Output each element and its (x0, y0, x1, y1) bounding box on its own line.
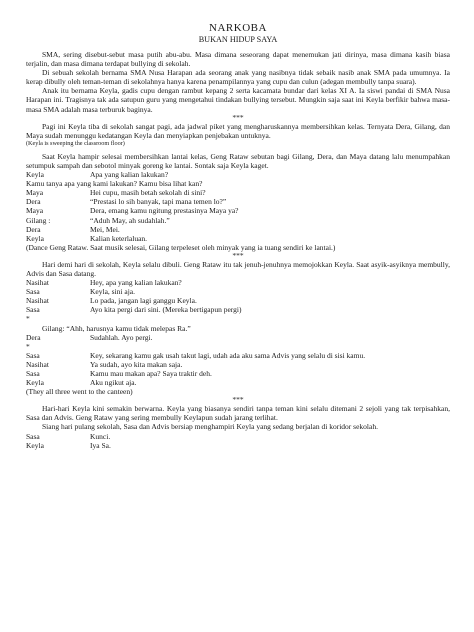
speaker: Maya (26, 188, 44, 198)
scene-paragraph: Hari-hari Keyla kini semakin berwarna. Keyla yang biasanya sendiri tanpa teman kini selalu ditemani 2 sejoli yang tak terpisahkan, Sasa dan Advis. Geng Rataw yang sering membully Keylapun sudah jarang terlihat. (26, 404, 450, 423)
dialog-block (26, 278, 450, 314)
dialog-block (26, 351, 450, 387)
scene-paragraph: Saat Keyla hampir selesai membersihkan lantai kelas, Geng Rataw sebutan bagi Gilang, Dera, dan Maya datang lalu menumpahkan setumpuk sampah dan sebotol minyak goreng ke lantai. Sontak saja Keyla kaget. (26, 151, 450, 170)
line-text: Ayo kita pergi dari sini. (Mereka bertigapun pergi) (90, 305, 242, 315)
speaker: Keyla (26, 233, 44, 243)
scene-paragraph: Pagi ini Keyla tiba di sekolah sangat pagi, ada jadwal piket yang mengharuskannya membersihkan kelas. Ternyata Dera, Gilang, dan Maya sudah menunggu kedatangan Keyla dan menyiapkan penjebakan untuknya. (26, 121, 450, 140)
doc-subtitle: BUKAN HIDUP SAYA (198, 35, 278, 44)
intro-paragraph: Di sebuah sekolah bernama SMA Nusa Harapan ada seorang anak yang nasibnya tidak sebaik nasib anak SMA pada umumnya. Ia kerap dibully oleh teman-teman di sekolahnya hanya karena penampilannya yang cupu dan culun (adegan membully tanpa suara). (26, 68, 450, 87)
speaker: Keyla (26, 170, 44, 180)
section-separator: *** (232, 112, 244, 122)
line-text: Dera, emang kamu ngitung prestasinya Maya ya? (90, 206, 239, 216)
speaker: Sasa (26, 287, 40, 297)
speaker: Nasihat (26, 296, 49, 306)
speaker: Nasihat (26, 359, 49, 369)
line-text: Mei, Mei. (90, 224, 120, 234)
dialog-line (26, 234, 450, 243)
speaker: Gilang : (26, 215, 51, 225)
stage-note: (Dance Geng Rataw. Saat musik selesai, Gilang terpeleset oleh minyak yang ia tuang sendiri ke lantai.) (26, 242, 336, 252)
dialog-line (26, 432, 450, 441)
line-text: Hei cupu, masih betah sekolah di sini? (90, 188, 206, 198)
stage-note: (They all three went to the canteen) (26, 387, 133, 397)
dialog-line (26, 378, 450, 387)
speaker: Maya (26, 206, 44, 216)
dialog-line (26, 441, 450, 450)
speaker: Sasa (26, 305, 40, 315)
dialog-line (26, 179, 450, 188)
dialog-line (26, 305, 450, 314)
intro-paragraph: SMA, sering disebut-sebut masa putih abu-abu. Masa dimana seseorang dapat menemukan jati dirinya, masa dimana kasih biasa terjalin, dan masa dimana terdapat bullying di sekolah. (26, 50, 450, 69)
dialog-line (26, 296, 450, 305)
line-text: Kalian keterlaluan. (90, 233, 148, 243)
doc-title: NARKOBA (209, 22, 267, 34)
scene-paragraph: Hari demi hari di sekolah, Keyla selalu dibuli. Geng Rataw itu tak jenuh-jenuhnya memojokkan Keyla. Saat asyik-asyiknya membully, Advis dan Sasa datang. (26, 259, 450, 278)
line-text: Aku ngikut aja. (90, 378, 137, 388)
scene-paragraph: Siang hari pulang sekolah, Sasa dan Advis bersiap menghampiri Keyla yang sedang berjalan di koridor sekolah. (42, 422, 378, 432)
dialog-line (26, 170, 450, 179)
dialog-block (26, 170, 450, 243)
line-text: Key, sekarang kamu gak usah takut lagi, udah ada aku sama Advis yang selalu di sisi kamu. (90, 350, 366, 360)
dialog-line (26, 206, 450, 215)
dialog-line (26, 333, 450, 342)
line-text: Kamu mau makan apa? Saya traktir deh. (90, 369, 212, 378)
speaker: Dera (26, 332, 41, 342)
dialog-line (26, 278, 450, 287)
speaker: Sasa (26, 431, 40, 441)
dialog-line (26, 197, 450, 206)
speaker: Keyla (26, 440, 44, 450)
stage-note: (Keyla is sweeping the classroom floor) (26, 139, 125, 147)
dialog-line (26, 188, 450, 197)
line-text: Apa yang kalian lakukan? (90, 170, 169, 180)
line-text: Ya sudah, ayo kita makan saja. (90, 359, 183, 369)
dialog-line (26, 225, 450, 234)
section-separator: *** (232, 250, 244, 260)
line-text: Sudahlah. Ayo pergi. (90, 332, 153, 342)
gilang-line: Gilang: “Ahh, harusnya kamu tidak melepas Ra.” (42, 323, 191, 333)
line-text: Kunci. (90, 431, 111, 441)
dialog-line (26, 287, 450, 296)
dialog-line (26, 351, 450, 360)
line-text: Kamu tanya apa yang kami lakukan? Kamu bisa lihat kan? (26, 179, 203, 189)
speaker: Sasa (26, 350, 40, 360)
speaker: Dera (26, 197, 41, 207)
speaker: Keyla (26, 378, 44, 388)
line-text: “Aduh May, ah sudahlah.” (90, 215, 170, 225)
line-text: Lo pada, jangan lagi ganggu Keyla. (90, 296, 197, 306)
speaker: Sasa (26, 369, 40, 378)
line-text: “Prestasi lo sih banyak, tapi mana temen lo?” (90, 197, 227, 207)
intro-paragraph: Anak itu bernama Keyla, gadis cupu dengan rambut kepang 2 serta kacamata bundar dari kelas XI A. Ia siswi pandai di SMA Nusa Harapan ini. Tragisnya tak ada satupun guru yang mengetahui tindakan bullying tersebut. Mungkin saja saat ini Keyla berfikir bahwa masa-masa SMA adalah masa terburuk baginya. (26, 86, 450, 114)
bullet-marker: * (26, 341, 30, 351)
dialog-line (26, 360, 450, 369)
line-text: Iya Sa. (90, 440, 111, 450)
speaker: Dera (26, 224, 41, 234)
line-text: Hey, apa yang kalian lakukan? (90, 278, 182, 288)
dialog-block (26, 432, 450, 450)
line-text: Keyla, sini aja. (90, 287, 135, 297)
dialog-line (26, 216, 450, 225)
bullet-marker: * (26, 314, 30, 324)
speaker: Nasihat (26, 278, 49, 288)
dialog-line (26, 369, 450, 378)
section-separator: *** (232, 395, 244, 405)
